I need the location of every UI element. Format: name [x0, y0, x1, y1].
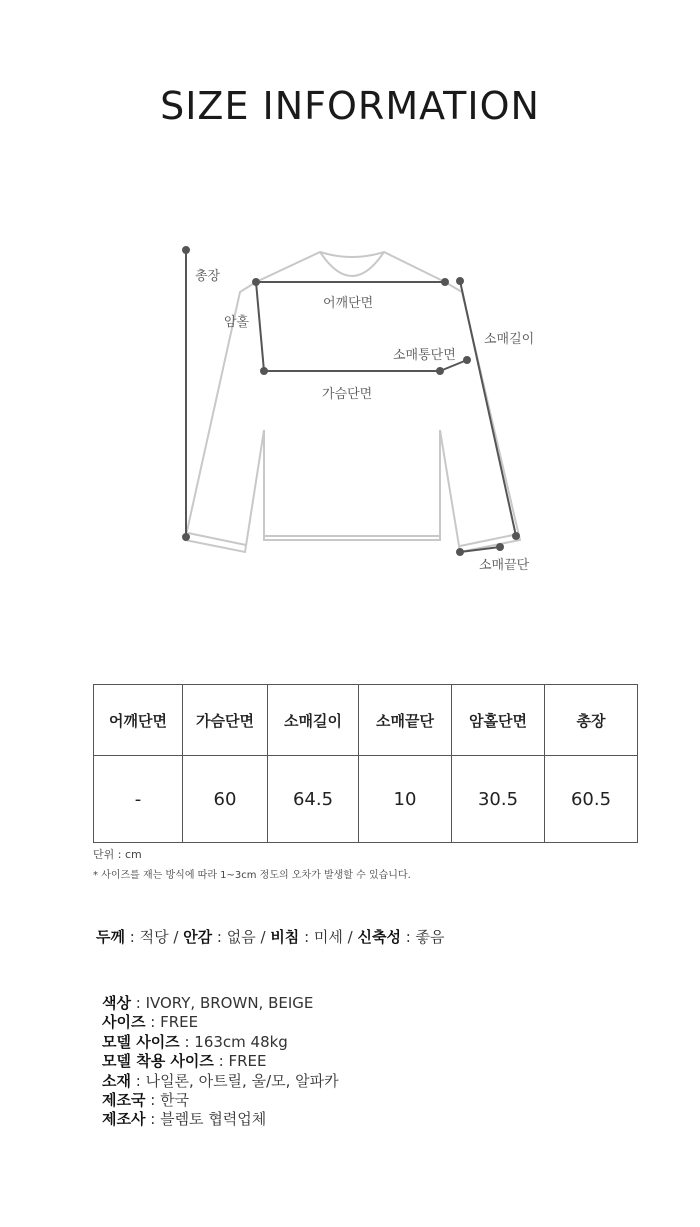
page-title: SIZE INFORMATION: [160, 84, 540, 128]
size-table: [93, 684, 638, 843]
label-armhole: 암홀: [224, 315, 250, 330]
info-row-size: [102, 1013, 339, 1032]
info-row-material: [102, 1072, 339, 1091]
table-row: [94, 756, 638, 843]
measurement-disclaimer: * 사이즈를 재는 방식에 따라 1~3cm 정도의 오차가 발생할 수 있습니다.: [93, 870, 411, 881]
fabric-properties: [96, 926, 445, 947]
header-shoulder: 어깨단면: [94, 685, 183, 756]
info-row-model-wear-size: [102, 1052, 339, 1071]
info-label: 제조사: [102, 1110, 146, 1129]
label-shoulder: 어깨단면: [323, 296, 374, 311]
info-label: 모델 사이즈: [102, 1032, 180, 1051]
header-armhole: 암홀단면: [452, 685, 545, 756]
info-value: : 한국: [145, 1091, 190, 1110]
stretch-value: : 좋음: [400, 928, 445, 946]
value-shoulder: -: [94, 756, 183, 843]
header-sleeve-hem: 소매끝단: [359, 685, 452, 756]
info-value: : IVORY, BROWN, BEIGE: [130, 994, 314, 1012]
stretch-label: 신축성: [357, 928, 401, 946]
info-label: 사이즈: [102, 1013, 146, 1032]
info-value: : 나일론, 아트릴, 울/모, 알파카: [130, 1071, 339, 1090]
info-label: 소재: [102, 1071, 131, 1090]
sheer-value: : 미세 /: [299, 928, 358, 946]
header-total-length: 총장: [545, 685, 638, 756]
lining-label: 안감: [183, 928, 213, 946]
label-sleeve-length: 소매길이: [484, 332, 535, 347]
label-sleeve-hem: 소매끝단: [479, 558, 530, 573]
header-chest: 가슴단면: [183, 685, 268, 756]
lining-value: : 없음 /: [212, 928, 271, 946]
unit-note: 단위 : cm: [93, 848, 142, 861]
label-sleeve-width: 소매통단면: [393, 348, 456, 363]
sheer-label: 비침: [270, 928, 300, 946]
info-value: : FREE: [145, 1013, 199, 1032]
info-value: : FREE: [213, 1052, 267, 1071]
info-row-color: [102, 994, 339, 1013]
value-sleeve-hem: 10: [359, 756, 452, 843]
info-label: 색상: [102, 994, 131, 1012]
product-info: [102, 994, 339, 1130]
thickness-value: : 적당 /: [124, 928, 184, 946]
value-armhole: 30.5: [452, 756, 545, 843]
info-row-country: [102, 1091, 339, 1110]
info-row-manufacturer: [102, 1110, 339, 1129]
info-row-model-size: [102, 1033, 339, 1052]
info-label: 모델 착용 사이즈: [102, 1052, 214, 1071]
info-value: : 163cm 48kg: [179, 1032, 288, 1051]
value-chest: 60: [183, 756, 268, 843]
thickness-label: 두께: [96, 928, 125, 946]
header-sleeve-length: 소매길이: [268, 685, 359, 756]
info-label: 제조국: [102, 1091, 146, 1110]
value-sleeve-length: 64.5: [268, 756, 359, 843]
info-value: : 블렘토 협력업체: [145, 1110, 267, 1129]
value-total-length: 60.5: [545, 756, 638, 843]
table-header-row: [94, 685, 638, 756]
label-chest: 가슴단면: [322, 387, 373, 402]
label-total-length: 총장: [195, 269, 221, 284]
